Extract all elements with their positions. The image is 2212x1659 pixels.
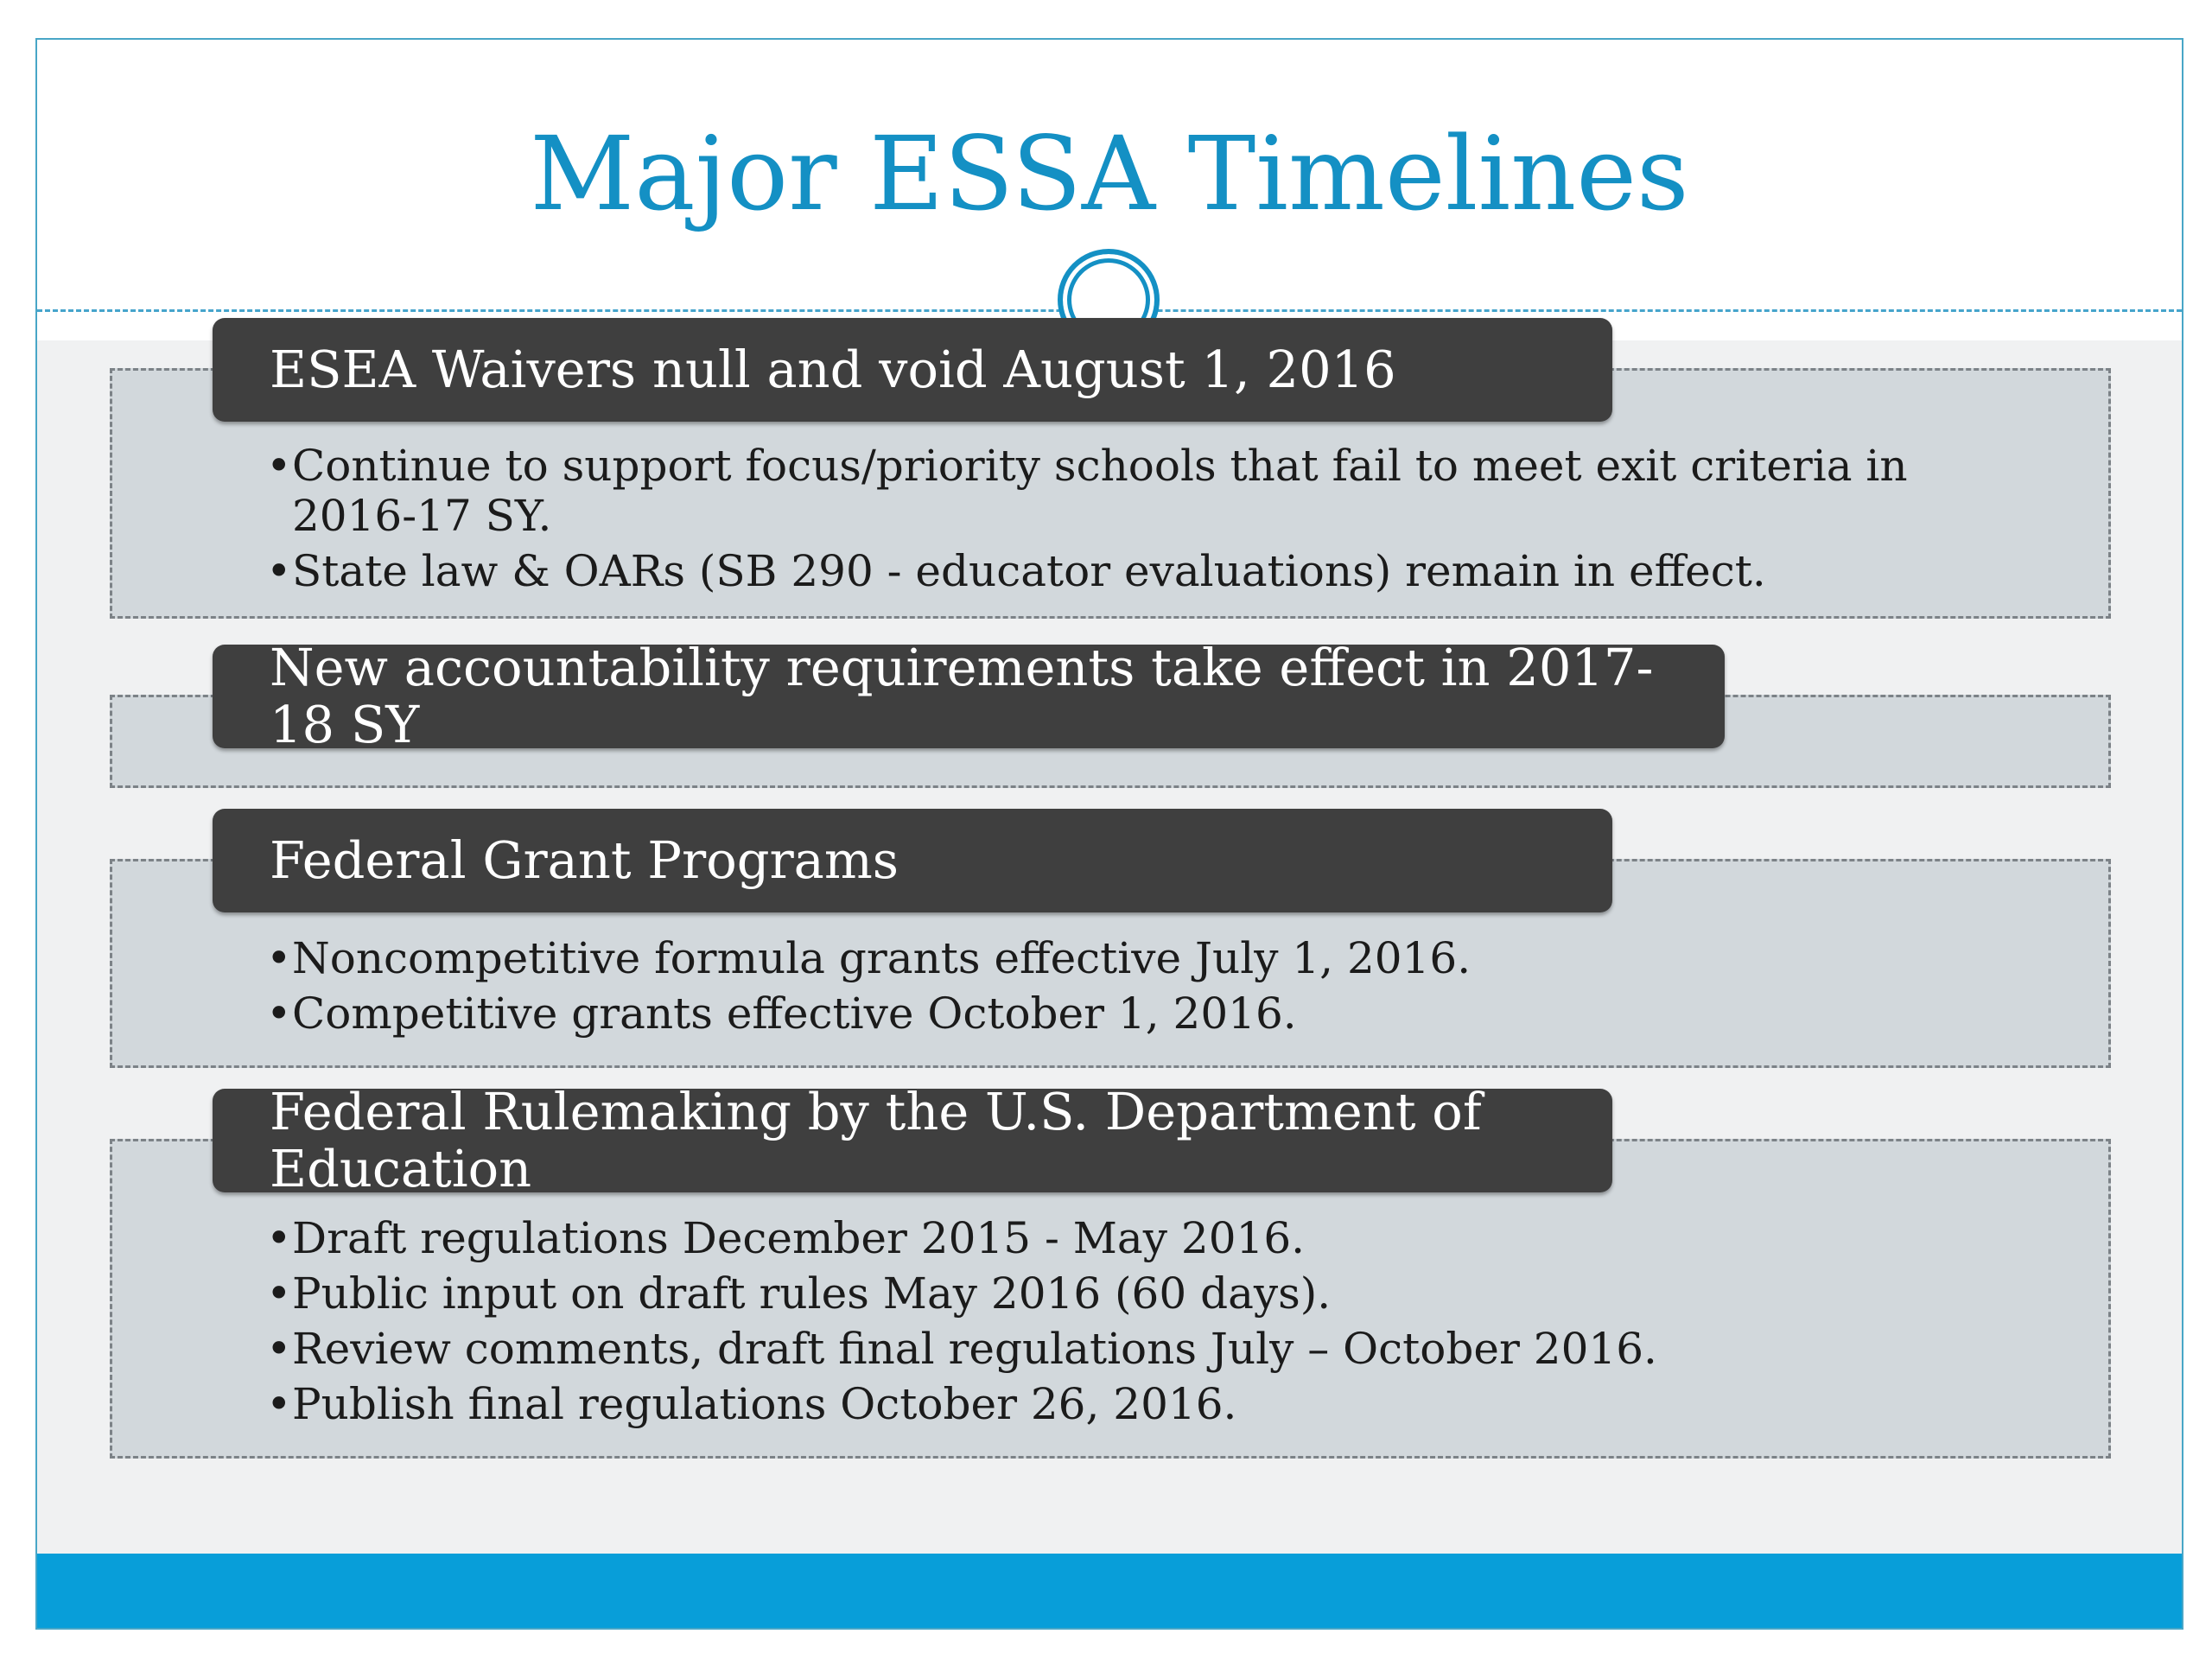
bullet-item: • Review comments, draft final regulations July – October 2016. [266,1324,1960,1374]
bullet-item: • Publish final regulations October 26, 2016. [266,1379,1960,1429]
section-heading [213,638,1725,754]
section-heading-text: Federal Grant Programs [270,830,899,890]
slide [35,38,2183,1630]
footer-bar [37,1554,2182,1630]
section-heading [213,1082,1612,1198]
section-heading [213,318,1612,422]
bullet-item: • Draft regulations December 2015 - May 2016. [266,1213,1960,1263]
bullet-item: • Noncompetitive formula grants effective July 1, 2016. [266,933,1960,983]
bullet-list [266,933,1960,1044]
section-heading-text: Federal Rulemaking by the U.S. Department of Education [270,1082,1482,1198]
bullet-item: • Competitive grants effective October 1, 2016. [266,988,1960,1039]
bullet-list [266,441,1960,601]
bullet-item: • Public input on draft rules May 2016 (60 days). [266,1268,1960,1319]
section-heading-text: New accountability requirements take effect in 2017-18 SY [270,638,1654,754]
bullet-item: • State law & OARs (SB 290 - educator evaluations) remain in effect. [266,546,1960,596]
section-heading [213,809,1612,912]
bullet-item: • Continue to support focus/priority schools that fail to meet exit criteria in 2016-17 SY. [266,441,1960,541]
section-heading-text: ESEA Waivers null and void August 1, 2016 [270,340,1396,399]
slide-title: Major ESSA Timelines [530,114,1689,233]
bullet-list [266,1213,1960,1434]
